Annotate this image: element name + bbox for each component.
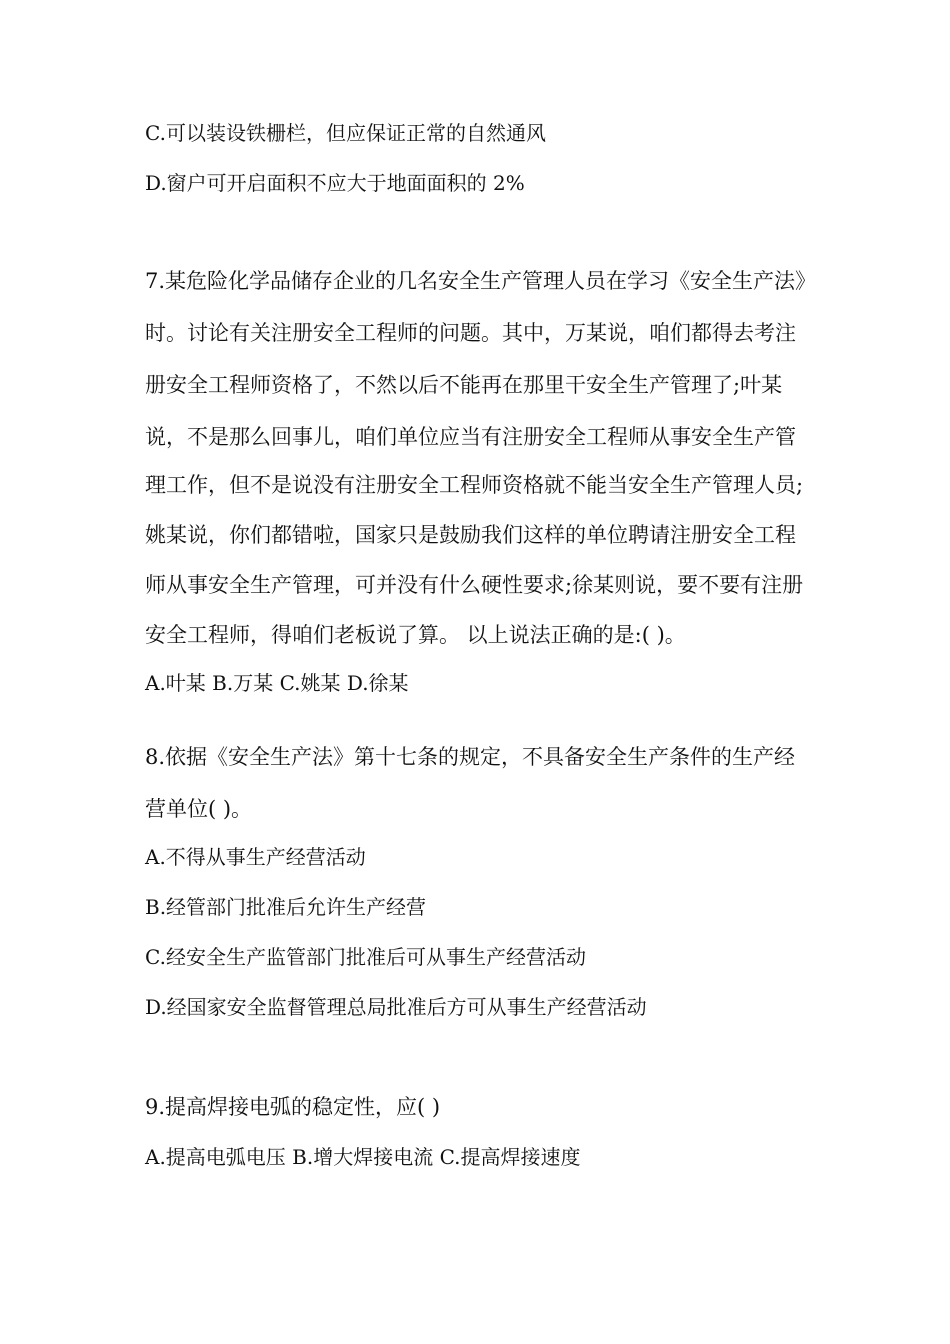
q7-options: A.叶某 B.万某 C.姚某 D.徐某 — [145, 671, 409, 695]
q7-text-line: 说，不是那么回事儿，咱们单位应当有注册安全工程师从事安全生产管 — [145, 425, 796, 449]
q8-text-line: 营单位( )。 — [145, 797, 253, 821]
q7-text-line: 册安全工程师资格了，不然以后不能再在那里干安全生产管理了;叶某 — [145, 373, 783, 397]
prev-option-c: C.可以装设铁栅栏，但应保证正常的自然通风 — [145, 121, 546, 145]
q8-option-c: C.经安全生产监管部门批准后可从事生产经营活动 — [145, 945, 586, 969]
q7-text-line: 时。讨论有关注册安全工程师的问题。其中，万某说，咱们都得去考注 — [145, 321, 796, 345]
q7-text-line: 师从事安全生产管理，可并没有什么硬性要求;徐某则说，要不要有注册 — [145, 573, 804, 597]
prev-option-d: D.窗户可开启面积不应大于地面面积的 2% — [145, 171, 525, 195]
q8-text-line: 8.依据《安全生产法》第十七条的规定，不具备安全生产条件的生产经 — [145, 745, 796, 769]
q7-text-line: 理工作，但不是说没有注册安全工程师资格就不能当安全生产管理人员; — [145, 473, 804, 497]
q8-option-d: D.经国家安全监督管理总局批准后方可从事生产经营活动 — [145, 995, 647, 1019]
q7-text-line: 姚某说，你们都错啦，国家只是鼓励我们这样的单位聘请注册安全工程 — [145, 523, 796, 547]
q7-text-line: 7.某危险化学品储存企业的几名安全生产管理人员在学习《安全生产法》 — [145, 269, 817, 293]
q8-option-b: B.经管部门批准后允许生产经营 — [145, 895, 427, 919]
q8-option-a: A.不得从事生产经营活动 — [145, 845, 366, 869]
q9-options: A.提高电弧电压 B.增大焊接电流 C.提高焊接速度 — [145, 1145, 581, 1169]
q7-text-line: 安全工程师，得咱们老板说了算。 以上说法正确的是:( )。 — [145, 623, 686, 647]
q9-text-line: 9.提高焊接电弧的稳定性，应( ) — [145, 1095, 441, 1119]
